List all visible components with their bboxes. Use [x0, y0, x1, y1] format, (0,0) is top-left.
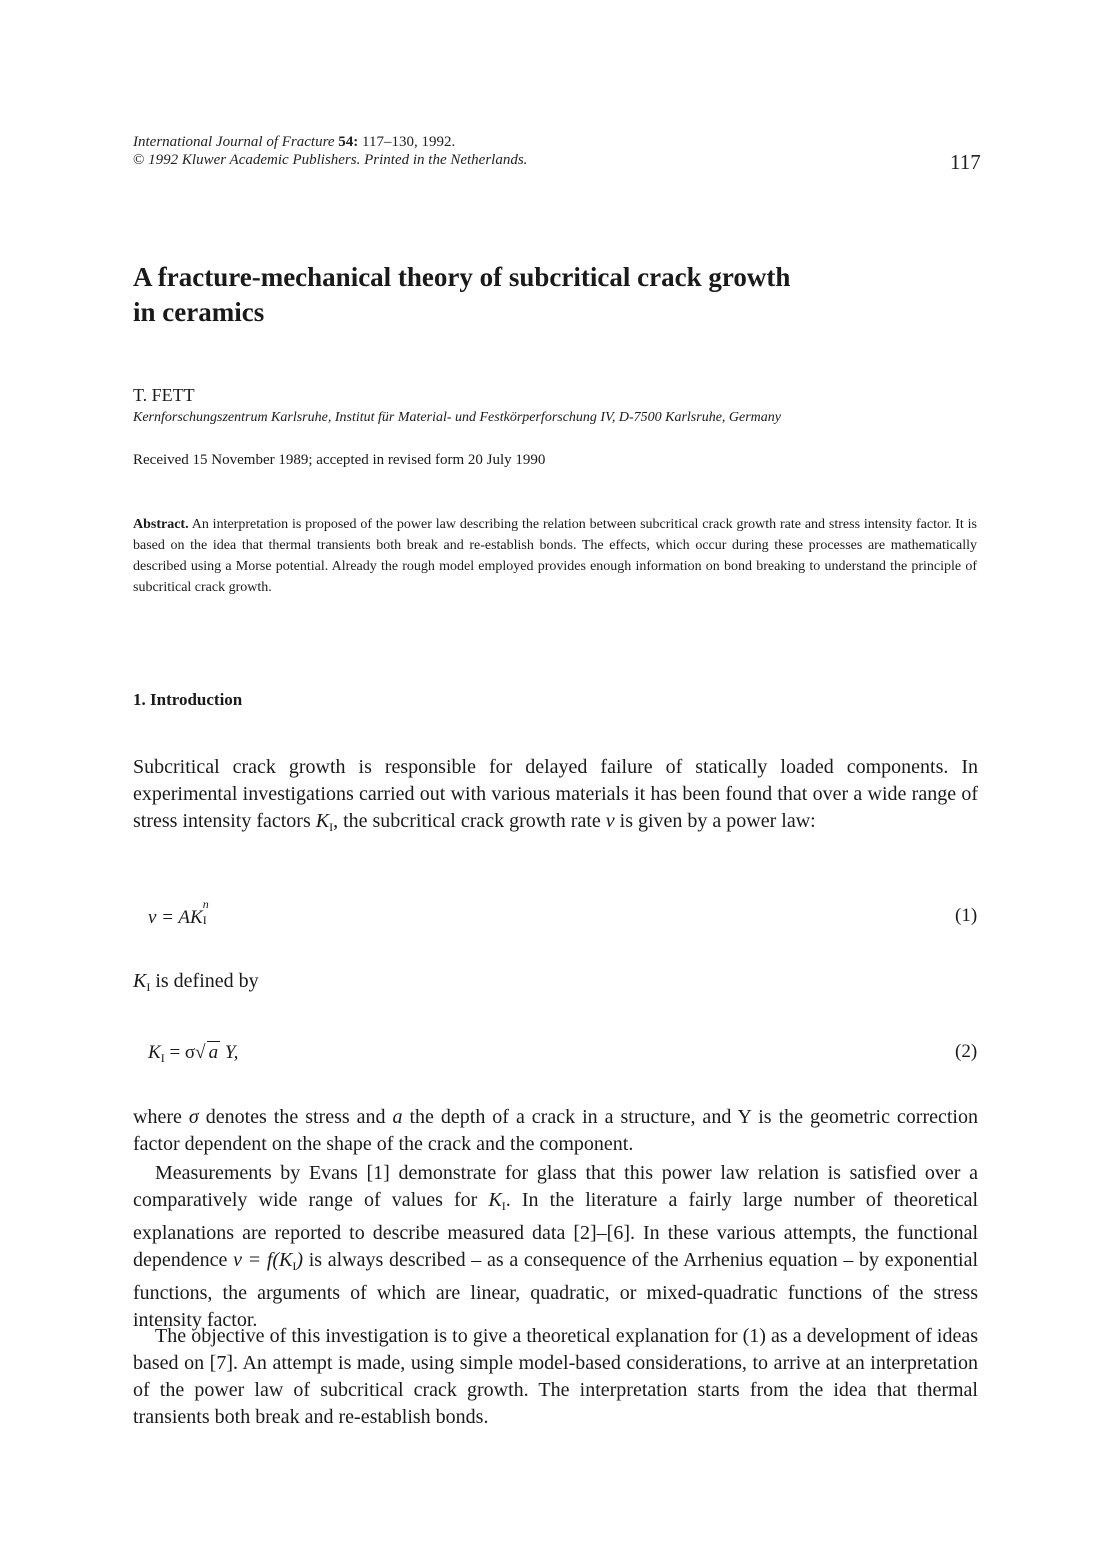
eq1-indices [202, 897, 212, 927]
text-run: is always described – as a consequence of the Arrhenius equation – by exponential functions, the arguments of which are linear, quadratic, or mixed-quadratic functions of the stress intensity factor. [133, 1249, 979, 1331]
eq2-tail: Y, [220, 1042, 239, 1063]
text-run: the depth of a crack in a structure, and Y is the geometric correction factor dependent on the shape of the crack and the component. [133, 1106, 978, 1155]
journal-pages-year: 117–130, 1992. [358, 134, 456, 150]
text-run: Subcritical crack growth is responsible for delayed failure of statically loaded components. In experimental investigations carried out with various materials it has been found that over a wide range of stress intensity factors [133, 756, 978, 832]
text-run: is defined by [150, 970, 259, 992]
math-subscript: I [146, 980, 151, 994]
math-subscript: I [292, 1259, 297, 1273]
equation-2 [148, 1041, 238, 1066]
abstract-text: An interpretation is proposed of the power law describing the relation between subcritical crack growth rate and stress intensity factor. It is based on the idea that thermal transients both break and re-establish bonds. The effects, which occur during these processes are mathematically described using a Morse potential. Already the rough model employed provides enough information on bond breaking to understand the principle of subcritical crack growth. [133, 517, 977, 595]
math-expression: v = f(K [233, 1249, 293, 1271]
equation-number-1: (1) [955, 905, 978, 926]
copyright-text: 1992 Kluwer Academic Publishers. Printed in the Netherlands. [144, 152, 528, 168]
author-name: T. FETT [133, 385, 195, 405]
title-line-1: A fracture-mechanical theory of subcritical crack growth [133, 262, 791, 292]
sqrt-icon: √ [195, 1042, 206, 1063]
journal-name: International Journal of Fracture [133, 134, 335, 150]
title-line-2: in ceramics [133, 297, 265, 327]
equation-1 [148, 897, 212, 929]
paragraph-objective: The objective of this investigation is to give a theoretical explanation for (1) as a development of ideas based on [7]. An attempt is made, using simple model-based considerations, to arrive at an interpretation of the power law of subcritical crack growth. The interpretation starts from the idea that thermal transients both break and re-establish bonds. [133, 1325, 978, 1428]
text-run: where [133, 1106, 189, 1128]
text-run: is given by a power law: [614, 810, 816, 832]
text-run: . In the literature a fairly large number of theoretical explanations are reported to describe measured data [2]–[6]. In these various attempts, the functional dependence [133, 1189, 979, 1271]
eq2-radicand: a [208, 1042, 219, 1063]
copyright-line [133, 151, 527, 169]
text-run: Measurements by Evans [1] demonstrate for glass that this power law relation is satisfied over a comparatively wide range of values for [133, 1162, 978, 1211]
eq1-superscript: n [202, 897, 209, 911]
eq2-variable: K [148, 1042, 161, 1063]
paragraph-k-definition [133, 968, 978, 1001]
paragraph-intro-1 [133, 754, 978, 841]
math-variable: σ [188, 1106, 199, 1128]
section-heading-introduction: 1. Introduction [133, 690, 243, 709]
eq1-expression: v = AK [148, 907, 203, 928]
paper-title [133, 260, 953, 330]
math-variable: a [392, 1106, 403, 1128]
author-affiliation: Kernforschungszentrum Karlsruhe, Institut für Material- und Festkörperforschung IV, D-7500 Karlsruhe, Germany [133, 410, 781, 425]
abstract-label: Abstract. [133, 517, 189, 532]
text-run: , the subcritical crack growth rate [333, 810, 606, 832]
math-variable: K [315, 810, 330, 832]
received-dates: Received 15 November 1989; accepted in revised form 20 July 1990 [133, 452, 546, 468]
abstract [133, 514, 977, 598]
paragraph-where [133, 1104, 978, 1158]
text-run: denotes the stress and [198, 1106, 393, 1128]
eq2-subscript: I [160, 1051, 165, 1065]
math-subscript: I [329, 820, 334, 834]
eq2-sigma: = σ [164, 1042, 196, 1063]
math-expression-end: ) [296, 1249, 304, 1271]
equation-number-2: (2) [955, 1041, 978, 1062]
running-head [133, 133, 527, 169]
math-variable: v [605, 810, 615, 832]
paragraph-measurements [133, 1160, 978, 1334]
journal-citation [133, 133, 527, 151]
math-variable: K [133, 970, 147, 992]
page-number: 117 [950, 150, 981, 174]
copyright-symbol: © [133, 152, 145, 168]
journal-volume: 54: [338, 134, 359, 150]
eq1-subscript: I [202, 913, 207, 927]
math-variable: K [488, 1189, 502, 1211]
math-subscript: I [501, 1199, 506, 1213]
